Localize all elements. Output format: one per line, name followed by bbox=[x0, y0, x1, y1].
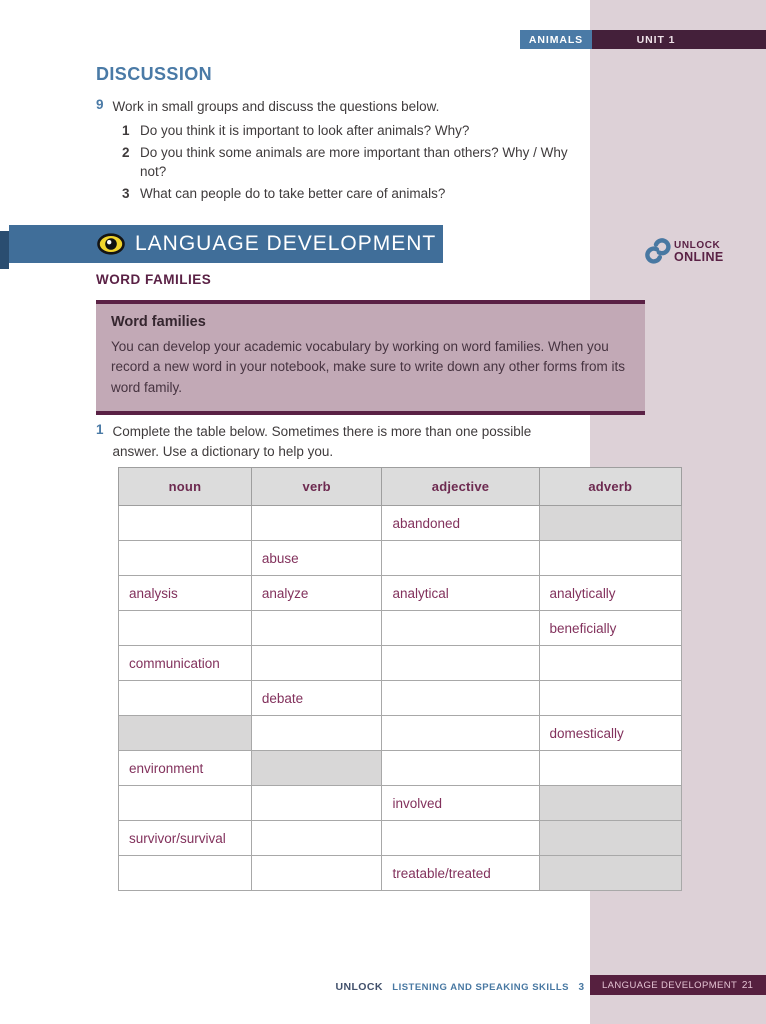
word-cell: environment bbox=[119, 751, 252, 786]
empty-answer-cell bbox=[539, 646, 681, 681]
footer-brand-logo: UNLOCK bbox=[335, 981, 383, 993]
table-row bbox=[119, 786, 682, 821]
word-cell: analytically bbox=[539, 576, 681, 611]
exercise-number: 9 bbox=[96, 97, 104, 112]
column-header: verb bbox=[251, 468, 382, 506]
table-exercise bbox=[96, 422, 561, 461]
word-cell: debate bbox=[251, 681, 382, 716]
empty-answer-cell bbox=[119, 506, 252, 541]
word-cell: treatable/treated bbox=[382, 856, 539, 891]
word-cell: domestically bbox=[539, 716, 681, 751]
table-row bbox=[119, 611, 682, 646]
word-families-info-box bbox=[96, 300, 645, 415]
empty-answer-cell bbox=[382, 716, 539, 751]
table-row bbox=[119, 716, 682, 751]
empty-answer-cell bbox=[382, 821, 539, 856]
info-box-title: Word families bbox=[111, 314, 206, 330]
question-number: 2 bbox=[122, 144, 130, 160]
table-body bbox=[119, 506, 682, 891]
empty-answer-cell bbox=[251, 716, 382, 751]
unlock-eye-icon bbox=[97, 233, 125, 255]
footer-book-info bbox=[0, 977, 584, 995]
footer-section-label: LANGUAGE DEVELOPMENT bbox=[602, 979, 738, 991]
question-item bbox=[122, 185, 572, 204]
unlock-online-label: ONLINE bbox=[674, 250, 724, 264]
word-cell: beneficially bbox=[539, 611, 681, 646]
column-header: adjective bbox=[382, 468, 539, 506]
empty-answer-cell bbox=[119, 611, 252, 646]
column-header: adverb bbox=[539, 468, 681, 506]
word-families-heading: WORD FAMILIES bbox=[96, 272, 212, 287]
table-row bbox=[119, 681, 682, 716]
unlock-online-text bbox=[674, 240, 724, 265]
table-row bbox=[119, 646, 682, 681]
table-row bbox=[119, 576, 682, 611]
unit-number-bar bbox=[592, 30, 766, 49]
exercise-instruction: Complete the table below. Sometimes there is more than one possible answer. Use a dictionary to help you. bbox=[112, 424, 532, 459]
word-cell: analysis bbox=[119, 576, 252, 611]
footer-section-bar bbox=[590, 975, 766, 995]
question-number: 3 bbox=[122, 185, 130, 201]
empty-answer-cell bbox=[382, 611, 539, 646]
discussion-questions bbox=[122, 122, 572, 204]
unlock-online-brand: UNLOCK bbox=[674, 240, 721, 251]
word-cell: communication bbox=[119, 646, 252, 681]
empty-answer-cell bbox=[251, 856, 382, 891]
question-number: 1 bbox=[122, 123, 130, 138]
word-cell: survivor/survival bbox=[119, 821, 252, 856]
column-header: noun bbox=[119, 468, 252, 506]
banner-title: LANGUAGE DEVELOPMENT bbox=[135, 232, 437, 255]
empty-answer-cell bbox=[382, 681, 539, 716]
table-row bbox=[119, 856, 682, 891]
table-header-row bbox=[119, 468, 682, 506]
question-text: Do you think it is important to look after animals? Why? bbox=[140, 123, 470, 138]
chain-links-icon bbox=[644, 237, 672, 265]
table-row bbox=[119, 751, 682, 786]
word-families-table bbox=[118, 467, 682, 891]
discussion-heading: DISCUSSION bbox=[96, 64, 213, 84]
empty-answer-cell bbox=[539, 751, 681, 786]
footer-level-number: 3 bbox=[578, 982, 584, 993]
blocked-cell bbox=[539, 786, 681, 821]
empty-answer-cell bbox=[382, 646, 539, 681]
empty-answer-cell bbox=[119, 681, 252, 716]
exercise-instruction: Work in small groups and discuss the questions below. bbox=[112, 99, 440, 114]
discussion-exercise bbox=[96, 97, 439, 117]
empty-answer-cell bbox=[539, 681, 681, 716]
unit-topic-tab bbox=[520, 30, 592, 49]
empty-answer-cell bbox=[251, 506, 382, 541]
word-cell: analyze bbox=[251, 576, 382, 611]
exercise-number: 1 bbox=[96, 422, 104, 437]
unit-number-label: UNIT 1 bbox=[636, 33, 676, 46]
table-row bbox=[119, 821, 682, 856]
word-cell: abandoned bbox=[382, 506, 539, 541]
footer-series-title: LISTENING AND SPEAKING SKILLS bbox=[392, 982, 569, 993]
blocked-cell bbox=[539, 856, 681, 891]
empty-answer-cell bbox=[382, 751, 539, 786]
table-row bbox=[119, 541, 682, 576]
blocked-cell bbox=[539, 821, 681, 856]
banner-left-fold bbox=[0, 231, 9, 269]
table-row bbox=[119, 506, 682, 541]
question-item bbox=[122, 122, 572, 141]
word-cell: analytical bbox=[382, 576, 539, 611]
empty-answer-cell bbox=[251, 821, 382, 856]
empty-answer-cell bbox=[539, 541, 681, 576]
word-cell: abuse bbox=[251, 541, 382, 576]
question-text: Do you think some animals are more important than others? Why / Why not? bbox=[140, 144, 568, 179]
word-cell: involved bbox=[382, 786, 539, 821]
blocked-cell bbox=[119, 716, 252, 751]
empty-answer-cell bbox=[382, 541, 539, 576]
unlock-online-badge bbox=[644, 237, 724, 265]
empty-answer-cell bbox=[251, 611, 382, 646]
unit-topic-label: ANIMALS bbox=[528, 33, 584, 46]
question-text: What can people do to take better care of animals? bbox=[140, 185, 446, 201]
blocked-cell bbox=[539, 506, 681, 541]
info-box-body: You can develop your academic vocabulary by working on word families. When you record a new word in your notebook, make sure to write down any other forms from its word family. bbox=[111, 339, 625, 395]
empty-answer-cell bbox=[119, 856, 252, 891]
language-development-banner bbox=[9, 225, 443, 263]
empty-answer-cell bbox=[251, 646, 382, 681]
empty-answer-cell bbox=[251, 786, 382, 821]
empty-answer-cell bbox=[119, 786, 252, 821]
footer-page-number: 21 bbox=[741, 979, 753, 991]
blocked-cell bbox=[251, 751, 382, 786]
empty-answer-cell bbox=[119, 541, 252, 576]
question-item bbox=[122, 144, 572, 182]
